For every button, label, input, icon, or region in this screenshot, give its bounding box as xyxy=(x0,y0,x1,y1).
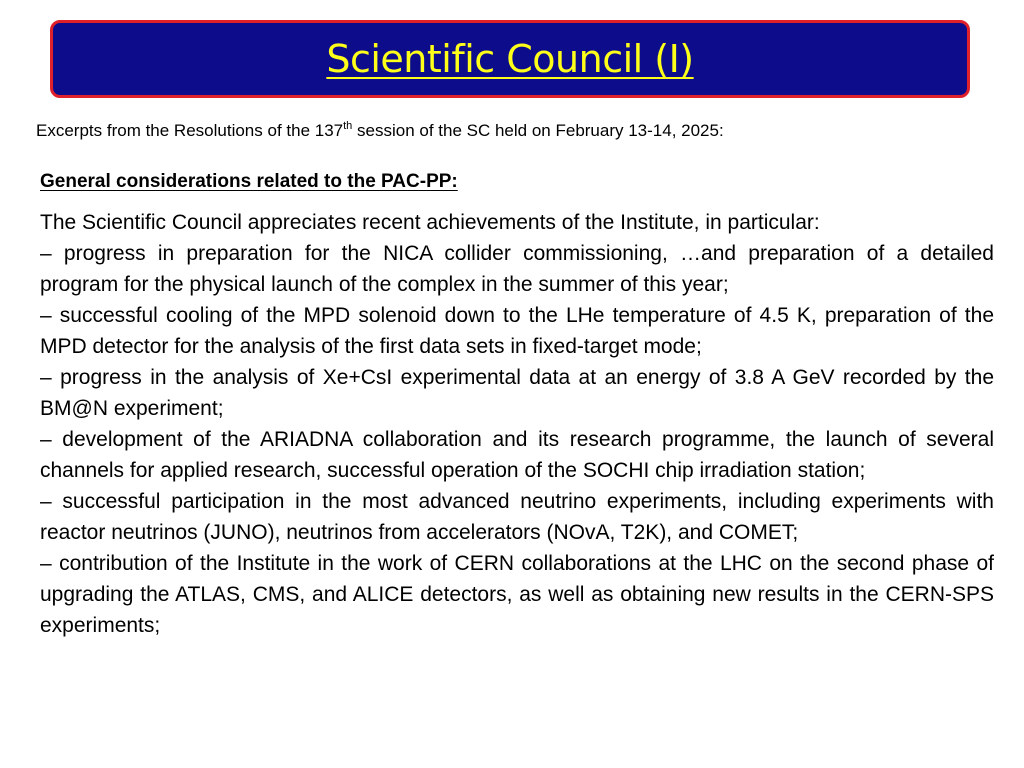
list-item-cern: – contribution of the Institute in the work of CERN collaborations at the LHC on the second phase of upgrading the ATLAS, CMS, and ALICE detectors, as well as obtaining new results in the CERN-SPS experiments; xyxy=(40,552,994,637)
subtitle-superscript: th xyxy=(343,120,353,132)
list-item-bmn: – progress in the analysis of Xe+CsI experimental data at an energy of 3.8 A GeV recorded by the BM@N experiment; xyxy=(40,366,994,420)
subtitle-text-before: Excerpts from the Resolutions of the 137 xyxy=(36,121,344,140)
list-item-ariadna: – development of the ARIADNA collaboration and its research programme, the launch of several channels for applied research, successful operation of the SOCHI chip irradiation station; xyxy=(40,428,994,482)
section-heading: General considerations related to the PAC-PP: xyxy=(40,171,458,192)
list-item-mpd: – successful cooling of the MPD solenoid down to the LHe temperature of 4.5 K, preparation of the MPD detector for the analysis of the first data sets in fixed-target mode; xyxy=(40,304,994,358)
title-banner xyxy=(50,20,970,98)
slide-title: Scientific Council (I) xyxy=(326,37,694,81)
intro-paragraph: The Scientific Council appreciates recent achievements of the Institute, in particular: xyxy=(40,211,820,234)
subtitle xyxy=(36,120,996,142)
subtitle-text-after: session of the SC held on February 13-14, 2025: xyxy=(352,121,724,140)
list-item-neutrino: – successful participation in the most advanced neutrino experiments, including experiments with reactor neutrinos (JUNO), neutrinos from accelerators (NOvA, T2K), and COMET; xyxy=(40,490,994,544)
body-text xyxy=(40,207,994,641)
list-item-nica: – progress in preparation for the NICA collider commissioning, …and preparation of a detailed program for the physical launch of the complex in the summer of this year; xyxy=(40,242,994,296)
